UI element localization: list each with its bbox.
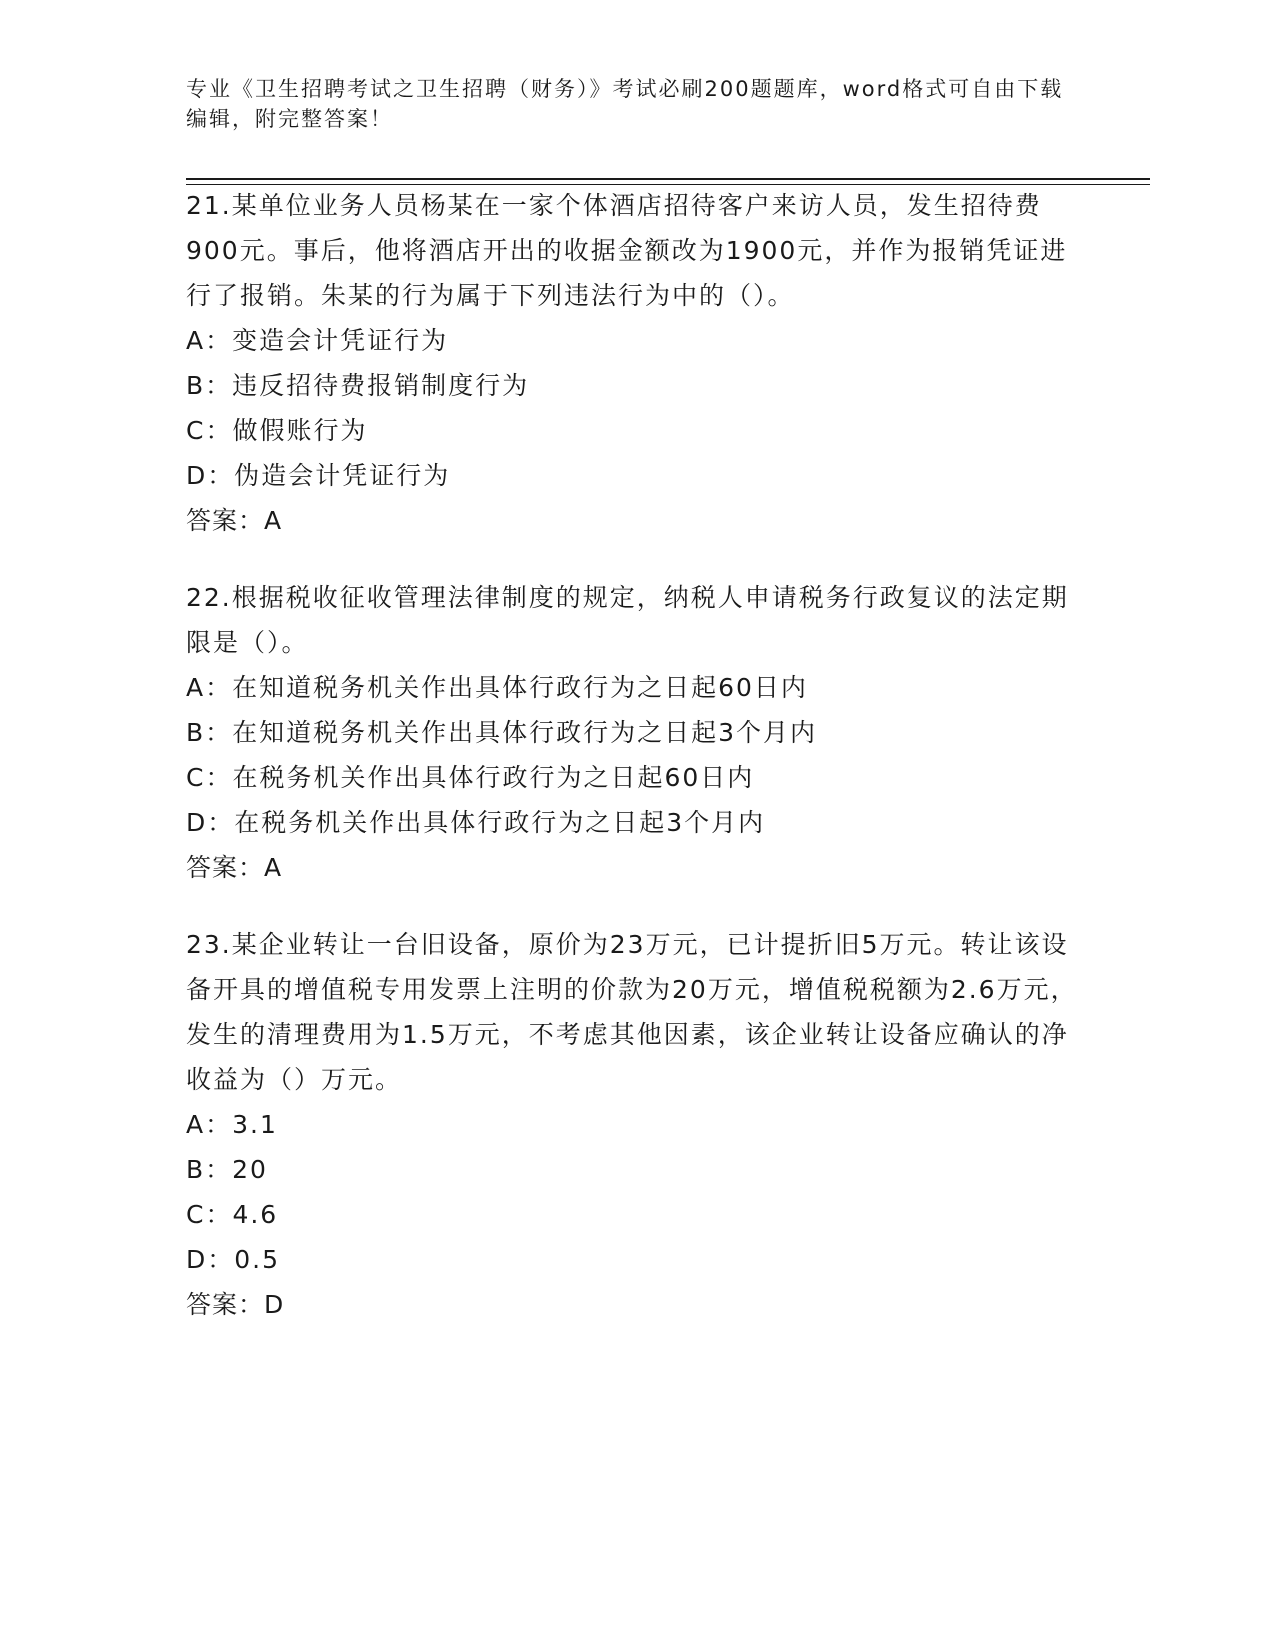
question-23 <box>186 922 1086 1327</box>
option-d: D：0.5 <box>186 1245 281 1274</box>
question-22 <box>186 575 1086 890</box>
question-stem: 23.某企业转让一台旧设备，原价为23万元，已计提折旧5万元。转让该设备开具的增值税专用发票上注明的价款为20万元，增值税税额为2.6万元，发生的清理费用为1.5万元，不考虑其他因素，该企业转让设备应确认的净收益为（）万元。 <box>186 930 1078 1094</box>
option-c: C：做假账行为 <box>186 416 368 445</box>
option-b: B：20 <box>186 1155 268 1184</box>
option-c: C：4.6 <box>186 1200 279 1229</box>
option-a: A：在知道税务机关作出具体行政行为之日起60日内 <box>186 673 808 702</box>
question-21 <box>186 183 1086 543</box>
option-a: A：3.1 <box>186 1110 278 1139</box>
question-stem: 22.根据税收征收管理法律制度的规定，纳税人申请税务行政复议的法定期限是（）。 <box>186 583 1069 657</box>
option-d: D：在税务机关作出具体行政行为之日起3个月内 <box>186 808 766 837</box>
option-c: C：在税务机关作出具体行政行为之日起60日内 <box>186 763 755 792</box>
answer: 答案：A <box>186 506 283 535</box>
option-b: B：违反招待费报销制度行为 <box>186 371 530 400</box>
document-header: 专业《卫生招聘考试之卫生招聘（财务）》考试必刷200题题库，word格式可自由下载编辑，附完整答案！ <box>186 77 1064 131</box>
option-a: A：变造会计凭证行为 <box>186 326 449 355</box>
question-stem: 21.某单位业务人员杨某在一家个体酒店招待客户来访人员，发生招待费900元。事后，他将酒店开出的收据金额改为1900元，并作为报销凭证进行了报销。朱某的行为属于下列违法行为中的（）。 <box>186 191 1068 310</box>
answer: 答案：D <box>186 1290 285 1319</box>
option-b: B：在知道税务机关作出具体行政行为之日起3个月内 <box>186 718 818 747</box>
option-d: D：伪造会计凭证行为 <box>186 461 451 490</box>
answer: 答案：A <box>186 853 283 882</box>
